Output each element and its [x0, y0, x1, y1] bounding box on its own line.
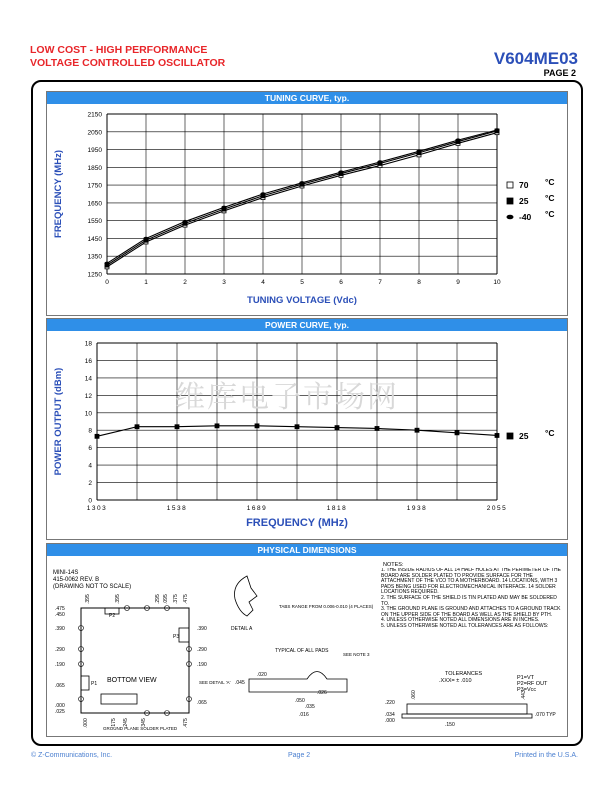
- bottom-view-outline: [81, 608, 189, 713]
- dim-right-3: .190: [197, 662, 207, 668]
- detail-a-label: DETAIL A: [231, 626, 253, 632]
- y-tick-label: 2150: [87, 111, 102, 119]
- dim-bottom-2: .175: [111, 718, 117, 728]
- tuning-chart: [47, 92, 567, 315]
- pin-legend-1: P1=VT: [517, 675, 534, 681]
- footer-copyright: © Z-Communications, Inc.: [31, 752, 113, 759]
- data-point: [375, 426, 379, 430]
- data-point: [455, 138, 460, 141]
- tuning-title-bar: TUNING CURVE, typ.: [47, 92, 567, 104]
- dim-top-4: .095: [163, 594, 169, 604]
- legend-marker: [507, 182, 513, 188]
- power-chart: [47, 319, 567, 539]
- y-tick-label: 0: [88, 497, 92, 505]
- y-tick-label: 1850: [87, 164, 102, 172]
- pad-p3-shape: [179, 628, 189, 642]
- y-tick-label: 10: [84, 410, 92, 418]
- x-tick-label: 1818: [326, 505, 348, 512]
- footer-printed: Printed in the U.S.A.: [514, 752, 578, 759]
- y-tick-label: 14: [84, 375, 92, 383]
- y-tick-label: 1550: [87, 218, 102, 226]
- dim-bottom-1: .000: [83, 718, 89, 728]
- x-tick-label: 0: [105, 279, 109, 286]
- y-tick-label: 16: [84, 357, 92, 365]
- side-dim-3: .000: [385, 718, 395, 724]
- dim-left-4: .290: [55, 647, 65, 653]
- y-tick-label: 4: [88, 462, 92, 470]
- pad-label-p3: P3: [173, 634, 180, 640]
- data-point: [295, 425, 299, 429]
- dim-top-6: .475: [183, 594, 189, 604]
- y-tick-label: 2050: [87, 129, 102, 137]
- x-tick-label: 7: [378, 279, 382, 286]
- x-tick-label: 1303: [86, 505, 108, 512]
- pin-legend-2: P2=RF OUT: [517, 681, 548, 687]
- y-tick-label: 1450: [87, 235, 102, 243]
- data-point: [215, 424, 219, 428]
- y-tick-label: 18: [84, 340, 92, 348]
- dim-left-8: .025: [55, 709, 65, 715]
- x-tick-label: 1689: [246, 505, 268, 512]
- x-tick-label: 10: [493, 279, 501, 286]
- page-label: PAGE 2: [543, 68, 576, 78]
- pin-legend-3: P3=Vcc: [517, 687, 537, 693]
- bottom-view-label: BOTTOM VIEW: [107, 677, 157, 684]
- x-tick-label: 4: [261, 279, 265, 286]
- data-point: [416, 150, 421, 153]
- dim-left-6: .065: [55, 683, 65, 689]
- dim-bottom-5: .475: [183, 718, 189, 728]
- x-tick-label: 2: [183, 279, 187, 286]
- ground-plane-pad: [101, 694, 137, 704]
- y-tick-label: 8: [88, 427, 92, 435]
- physical-panel: [46, 543, 568, 737]
- dim-right-1: .390: [197, 626, 207, 632]
- tolerances-title: TOLERANCES: [445, 671, 483, 677]
- tolerances-value: .XXX= ± .010: [439, 678, 472, 684]
- side-dim-4: .150: [445, 722, 455, 728]
- detail-a-shape: [235, 576, 258, 616]
- data-point: [495, 433, 499, 437]
- physical-title-bar: PHYSICAL DIMENSIONS: [47, 544, 567, 556]
- y-tick-label: 1750: [87, 182, 102, 190]
- data-point: [255, 424, 259, 428]
- note-3: 3. THE GROUND PLANE IS GROUND AND ATTACHES TO A GROUND TRACK ON THE UPPER SIDE OF THE BOARD AS WELL AS THE SHIELD BY PTH.: [381, 606, 561, 618]
- power-title-bar: POWER CURVE, typ.: [47, 319, 567, 331]
- side-dim-5: .070 TYP: [535, 712, 556, 718]
- dim-top-2: .395: [115, 594, 121, 604]
- pkg-name: MINI-14S: [53, 570, 79, 576]
- dim-bottom-3: .245: [123, 718, 129, 728]
- x-tick-label: 6: [339, 279, 343, 286]
- dim-left-1: .475: [55, 606, 65, 612]
- data-point: [135, 425, 139, 429]
- data-point: [299, 181, 304, 184]
- dim-right-4: .065: [197, 700, 207, 706]
- y-axis-title: POWER OUTPUT (dBm): [53, 367, 64, 476]
- dim-left-5: .190: [55, 662, 65, 668]
- pad-dim-4: .050: [295, 698, 305, 704]
- y-tick-label: 1950: [87, 147, 102, 155]
- tabs-label: TABS RANGE FROM 0.006-0.010 (4 PLACES): [279, 604, 374, 609]
- pad-dim-3: .026: [317, 690, 327, 696]
- legend-unit: °C: [545, 209, 555, 219]
- pkg-scale: (DRAWING NOT TO SCALE): [53, 584, 132, 590]
- power-panel: [46, 318, 568, 540]
- data-point: [494, 128, 499, 131]
- x-tick-label: 1: [144, 279, 148, 286]
- data-point: [377, 160, 382, 163]
- side-dim-6: .060: [411, 690, 417, 700]
- x-axis-title: TUNING VOLTAGE (Vdc): [247, 295, 357, 306]
- pad-dim-6: .016: [299, 712, 309, 718]
- watermark: 维库电子市场网: [175, 380, 399, 415]
- data-point: [455, 431, 459, 435]
- legend-unit: °C: [545, 428, 555, 438]
- side-dim-7: .443: [521, 690, 527, 700]
- dim-right-2: .290: [197, 647, 207, 653]
- legend-label: 25: [519, 431, 529, 441]
- note-4: 4. UNLESS OTHERWISE NOTED ALL DIMENSIONS ARE IN INCHES.: [381, 617, 540, 624]
- dim-top-5: .375: [173, 594, 179, 604]
- dim-left-3: .390: [55, 626, 65, 632]
- data-point: [335, 426, 339, 430]
- legend-marker: [507, 215, 514, 220]
- footer-page: Page 2: [288, 752, 311, 759]
- y-tick-label: 1250: [87, 271, 102, 279]
- see-detail-label: SEE DETAIL 'A': [199, 680, 231, 685]
- y-tick-label: 2: [88, 480, 92, 488]
- dimension-drawing: [47, 544, 567, 736]
- data-point: [182, 220, 187, 223]
- see-note-label: SEE NOTE 3: [343, 652, 370, 657]
- side-dim-1: .220: [385, 700, 395, 706]
- pkg-rev: 415-0062 REV. B: [53, 577, 100, 583]
- y-tick-label: 1650: [87, 200, 102, 208]
- data-point: [95, 434, 99, 438]
- model-number: V604ME03: [493, 49, 578, 68]
- typical-pads-label: TYPICAL OF ALL PADS: [275, 648, 329, 654]
- x-tick-label: 1938: [406, 505, 428, 512]
- legend-unit: °C: [545, 193, 555, 203]
- x-tick-label: 2055: [486, 505, 508, 512]
- pad-dim-1: .045: [235, 680, 245, 686]
- x-tick-label: 5: [300, 279, 304, 286]
- doc-title-line2: VOLTAGE CONTROLLED OSCILLATOR: [30, 57, 226, 69]
- data-point: [260, 192, 265, 195]
- pad-p1-shape: [81, 676, 89, 690]
- legend-label: 70: [519, 180, 529, 190]
- data-point: [221, 206, 226, 209]
- pad-label-p2: P2: [109, 613, 116, 619]
- x-tick-label: 1538: [166, 505, 188, 512]
- notes-title: NOTES:: [383, 562, 404, 568]
- data-point: [338, 170, 343, 173]
- legend-marker: [507, 198, 513, 204]
- side-dim-2: .034: [385, 712, 395, 718]
- legend-unit: °C: [545, 177, 555, 187]
- y-tick-label: 1350: [87, 253, 102, 261]
- y-axis-title: FREQUENCY (MHz): [53, 150, 64, 238]
- data-point: [104, 262, 109, 265]
- doc-title-line1: LOW COST - HIGH PERFORMANCE: [30, 44, 208, 56]
- pad-dim-5: .035: [305, 704, 315, 710]
- x-tick-label: 8: [417, 279, 421, 286]
- legend-label: -40: [519, 212, 532, 222]
- x-tick-label: 3: [222, 279, 226, 286]
- legend-label: 25: [519, 196, 529, 206]
- x-tick-label: 9: [456, 279, 460, 286]
- x-axis-title: FREQUENCY (MHz): [246, 517, 348, 529]
- data-point: [175, 425, 179, 429]
- pad-dim-2: .020: [257, 672, 267, 678]
- note-2: 2. THE SURFACE OF THE SHIELD IS TIN PLATED AND MAY BE SOLDERED TO.: [381, 594, 557, 607]
- dim-bottom-4: .345: [141, 718, 147, 728]
- data-point: [415, 428, 419, 432]
- dim-left-7: .000: [55, 703, 65, 709]
- dim-top-3: .295: [155, 594, 161, 604]
- data-point: [143, 237, 148, 240]
- y-tick-label: 12: [84, 392, 92, 400]
- tuning-panel: [46, 91, 568, 316]
- note-1: 1. THE INSIDE RADIUS OF ALL 14 HALF HOLES AT THE PERIMETER OF THE BOARD ARE SOLDER PLATED TO PROVIDE SURFACE FOR THE ATTACHMENT OF THE VCO TO A MOTHERBOARD. 14 LOCATIONS, WITH 3 PADS BEING USED FOR ELECTROMECHANICAL INTERFACE. 14 SOLDER LOCATIONS REQUIRED.: [381, 568, 561, 596]
- dim-left-2: .450: [55, 612, 65, 618]
- doc-title: [30, 44, 225, 70]
- side-view-board: [402, 714, 532, 718]
- y-tick-label: 6: [88, 445, 92, 453]
- pad-label-p1: P1: [91, 681, 98, 687]
- ground-plane-label: GROUND PLANE SOLDER PLATED: [103, 726, 178, 731]
- note-5: 5. UNLESS OTHERWISE NOTED ALL TOLERANCES ARE AS FOLLOWS:: [381, 622, 549, 629]
- notes-block: [381, 568, 565, 672]
- legend-marker: [507, 433, 513, 439]
- dim-top-1: .395: [85, 594, 91, 604]
- side-view-body: [407, 704, 527, 714]
